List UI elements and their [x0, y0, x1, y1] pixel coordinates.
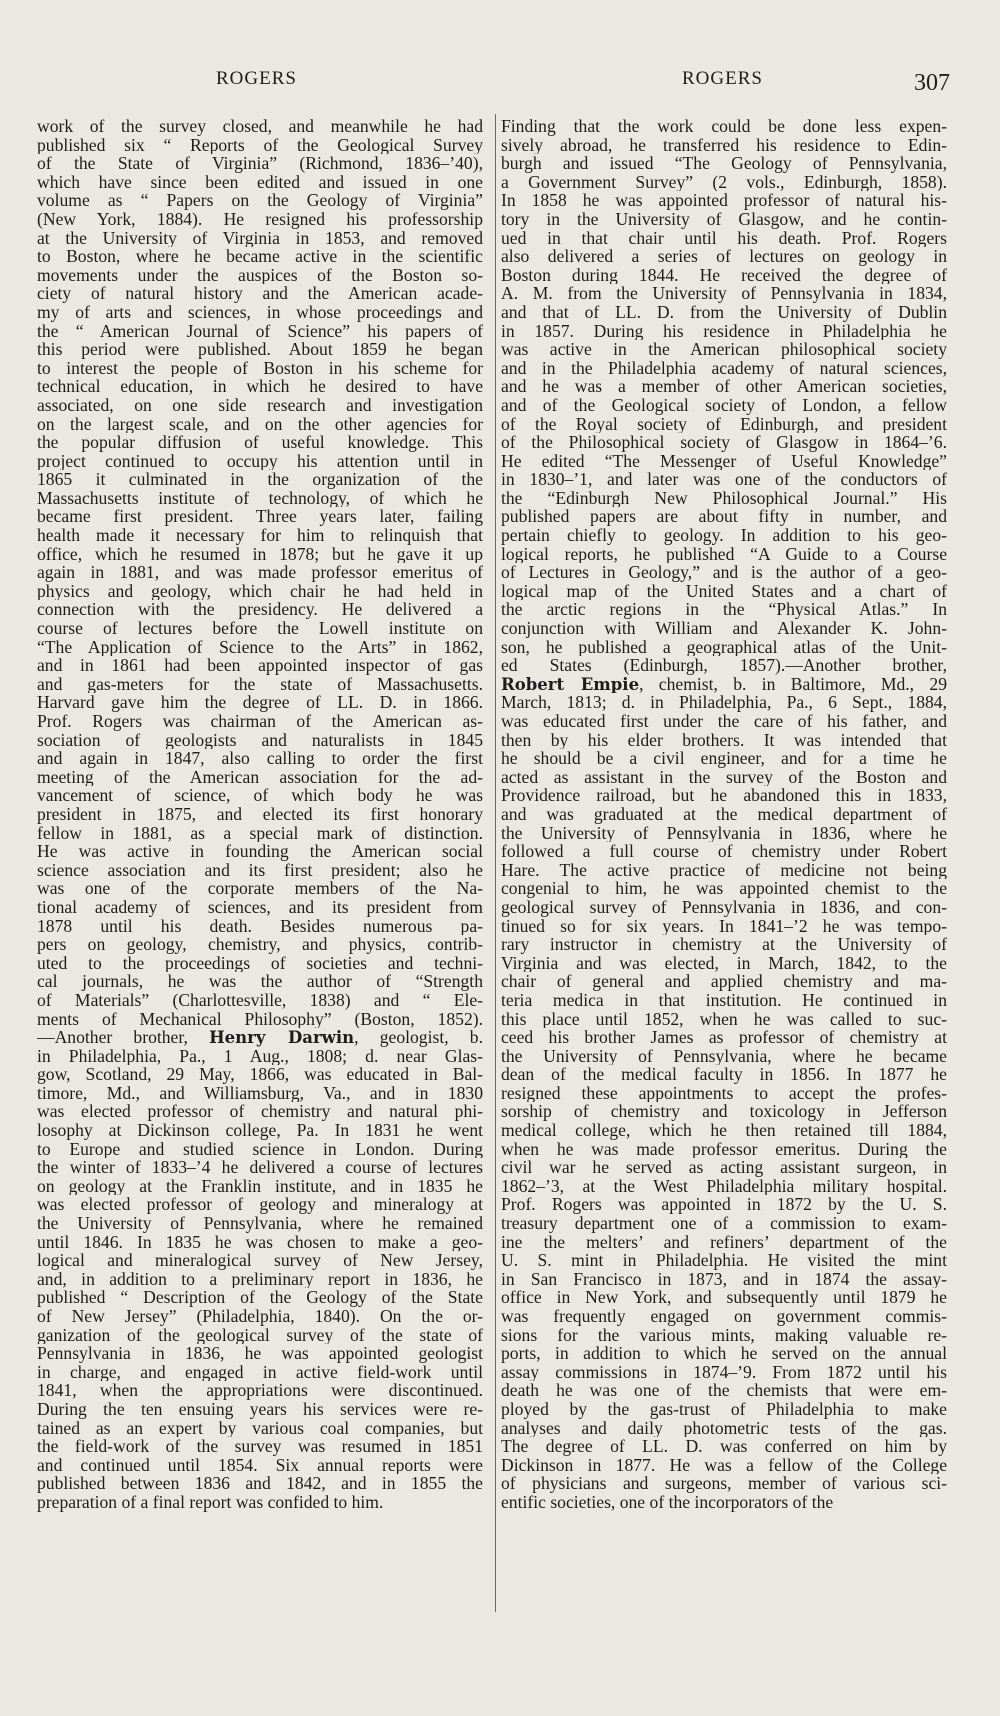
text-line: Prof. Rogers was chairman of the American as- [37, 712, 483, 731]
text-line: chair of general and applied chemistry and ma- [501, 972, 947, 991]
text-line: ciety of natural history and the American acade- [37, 284, 483, 303]
text-line: He was active in founding the American social [37, 842, 483, 861]
text-line: volume as “ Papers on the Geology of Virginia” [37, 191, 483, 210]
text-line: and again in 1847, also calling to order the first [37, 749, 483, 768]
text-line: in 1830–’1, and later was one of the conductors of [501, 470, 947, 489]
text-line: became first president. Three years later, failing [37, 507, 483, 527]
text-line: geological survey of Pennsylvania in 1836, and con- [501, 897, 947, 917]
text-line: associated, on one side research and investigation [37, 395, 483, 415]
text-line: 1878 until his death. Besides numerous pa- [37, 916, 483, 936]
text-line: Robert Empie, chemist, b. in Baltimore, Md., 29 [501, 674, 947, 694]
text-line: Providence railroad, but he abandoned this in 1833, [501, 786, 947, 805]
text-line: this place until 1852, when he was called to suc- [501, 1009, 947, 1029]
text-line: until 1846. In 1835 he was chosen to make a geo- [37, 1232, 483, 1252]
text-line: of the Royal society of Edinburgh, and president [501, 414, 947, 434]
text-line: Harvard gave him the degree of LL. D. in 1866. [37, 693, 483, 712]
text-line: ganization of the geological survey of the state of [37, 1325, 483, 1345]
text-line: ceed his brother James as professor of chemistry at [501, 1028, 947, 1047]
text-line: teria medica in that institution. He continued in [501, 990, 947, 1010]
text-line: resigned these appointments to accept the profes- [501, 1083, 947, 1103]
text-line: of the Philosophical society of Glasgow in 1864–’6. [501, 433, 947, 452]
text-line: physics and geology, which chair he had held in [37, 581, 483, 601]
text-line: in San Francisco in 1873, and in 1874 the assay- [501, 1269, 947, 1289]
text-line: acted as assistant in the survey of the Boston and [501, 767, 947, 787]
text-line: was educated first under the care of his father, and [501, 712, 947, 731]
text-line: In 1858 he was appointed professor of natural his- [501, 191, 947, 210]
text-line: the “ American Journal of Science” his papers of [37, 321, 483, 341]
text-line: and, in addition to a preliminary report in 1836, he [37, 1269, 483, 1289]
text-line: course of lectures before the Lowell institute on [37, 619, 483, 638]
bold-name: Robert Empie [501, 674, 640, 694]
text-line: U. S. mint in Philadelphia. He visited the mint [501, 1251, 947, 1270]
text-line: at the University of Virginia in 1853, and removed [37, 228, 483, 248]
text-line: also delivered a series of lectures on geology in [501, 247, 947, 266]
text-line: losophy at Dickinson college, Pa. In 1831 he went [37, 1121, 483, 1140]
text-line: published between 1836 and 1842, and in 1855 the [37, 1474, 483, 1493]
text-line: which have since been edited and issued in one [37, 172, 483, 192]
text-line: “The Application of Science to the Arts” in 1862, [37, 637, 483, 657]
text-line: tory in the University of Glasgow, and he contin- [501, 209, 947, 229]
text-line: fellow in 1881, as a special mark of distinction. [37, 823, 483, 843]
text-line: the “Edinburgh New Philosophical Journal.” His [501, 488, 947, 508]
text-line: death he was one of the chemists that were em- [501, 1381, 947, 1400]
text-line: of the State of Virginia” (Richmond, 1836–’40), [37, 154, 483, 173]
text-line: The degree of LL. D. was conferred on him by [501, 1437, 947, 1456]
text-line: Finding that the work could be done less expen- [501, 117, 947, 136]
text-line: again in 1881, and was made professor emeritus of [37, 563, 483, 582]
text-line: project continued to occupy his attention until in [37, 451, 483, 471]
text-line: published six “ Reports of the Geological Survey [37, 135, 483, 155]
text-line: assay commissions in 1874–’9. From 1872 until his [501, 1362, 947, 1382]
text-line: to Europe and studied science in London. During [37, 1139, 483, 1159]
text-line: of physicians and surgeons, member of various sci- [501, 1474, 947, 1493]
text-line: to interest the people of Boston in his scheme for [37, 358, 483, 378]
text-line: tional academy of sciences, and its president from [37, 897, 483, 917]
text-line: a Government Survey” (2 vols., Edinburgh, 1858). [501, 172, 947, 192]
text-line: was one of the corporate members of the Na- [37, 879, 483, 898]
text-line: office, which he resumed in 1878; but he gave it up [37, 544, 483, 564]
text-line: 1862–’3, at the West Philadelphia military hospital. [501, 1176, 947, 1196]
text-line: the University of Pennsylvania in 1836, where he [501, 823, 947, 843]
text-line: technical education, in which he desired to have [37, 377, 483, 396]
text-line: of Materials” (Charlottesville, 1838) and “ Ele- [37, 990, 483, 1010]
text-line: 1865 it culminated in the organization of the [37, 470, 483, 489]
text-line: and in the Philadelphia academy of natural sciences, [501, 358, 947, 378]
text-line: 1841, when the appropriations were discontinued. [37, 1381, 483, 1400]
text-line: was elected professor of geology and mineralogy at [37, 1195, 483, 1215]
text-line: A. M. from the University of Pennsylvania in 1834, [501, 284, 947, 303]
text-line: the University of Pennsylvania, where he remained [37, 1214, 483, 1233]
text-line: president in 1875, and elected its first honorary [37, 804, 483, 824]
text-line: analyses and daily photometric tests of the gas. [501, 1418, 947, 1438]
text-line: then by his elder brothers. It was intended that [501, 730, 947, 750]
text-line: sorship of chemistry and toxicology in Jefferson [501, 1102, 947, 1122]
text-line: son, he published a geographical atlas of the Unit- [501, 637, 947, 657]
text-line: published papers are about fifty in number, and [501, 507, 947, 527]
text-line: and that of LL. D. from the University of Dublin [501, 302, 947, 322]
text-line: was frequently engaged on government commis- [501, 1307, 947, 1326]
text-line: March, 1813; d. in Philadelphia, Pa., 6 Sept., 1884, [501, 693, 947, 712]
text-line: pers on geology, chemistry, and physics, contrib- [37, 935, 483, 954]
text-line: published “ Description of the Geology of the State [37, 1288, 483, 1307]
text-line: was elected professor of chemistry and natural phi- [37, 1102, 483, 1122]
text-line: —Another brother, Henry Darwin, geologist, b. [37, 1028, 483, 1047]
text-line: sively abroad, he transferred his residence to Edin- [501, 135, 947, 155]
text-line: the winter of 1833–’4 he delivered a course of lectures [37, 1158, 483, 1177]
text-line: During the ten ensuing years his services were re- [37, 1399, 483, 1419]
text-line: preparation of a final report was confided to him. [37, 1492, 384, 1512]
running-head-left: ROGERS [216, 68, 297, 89]
right-column [501, 117, 947, 1512]
text-line: and of the Geological society of London, a fellow [501, 395, 947, 415]
text-line: and he was a member of other American societies, [501, 377, 947, 396]
text-line: science association and its first president; also he [37, 860, 483, 880]
left-column [37, 117, 483, 1512]
text-line: the field-work of the survey was resumed in 1851 [37, 1437, 483, 1456]
text-line: and gas-meters for the state of Massachusetts. [37, 674, 483, 694]
text-line: He edited “The Messenger of Useful Knowledge” [501, 451, 947, 471]
text-line: rary instructor in chemistry at the University of [501, 935, 947, 954]
text-line: of Lectures in Geology,” and is the author of a geo- [501, 563, 947, 582]
text-line: in Philadelphia, Pa., 1 Aug., 1808; d. near Glas- [37, 1046, 483, 1066]
text-line: Virginia and was elected, in March, 1842, to the [501, 953, 947, 973]
text-line: to Boston, where he became active in the scientific [37, 247, 483, 266]
text-line: office in New York, and subsequently until 1879 he [501, 1288, 947, 1307]
text-line: logical reports, he published “A Guide to a Course [501, 544, 947, 564]
text-line: sions for the various mints, making valuable re- [501, 1325, 947, 1345]
column-divider [495, 114, 496, 1612]
text-line: followed a full course of chemistry under Robert [501, 842, 947, 861]
text-line: Hare. The active practice of medicine not being [501, 860, 947, 880]
text-line: he should be a civil engineer, and for a time he [501, 749, 947, 768]
text-line: when he was made professor emeritus. During the [501, 1139, 947, 1159]
text-line: on geology at the Franklin institute, and in 1835 he [37, 1176, 483, 1196]
text-line: civil war he served as acting assistant surgeon, in [501, 1158, 947, 1177]
text-line: the arctic regions in the “Physical Atlas.” In [501, 600, 947, 620]
text-line: (New York, 1884). He resigned his professorship [37, 209, 483, 229]
text-line: sociation of geologists and naturalists in 1845 [37, 730, 483, 750]
text-line: vancement of science, of which body he was [37, 786, 483, 805]
text-line: Boston during 1844. He received the degree of [501, 265, 947, 285]
text-line: uted to the proceedings of societies and techni- [37, 953, 483, 973]
text-line: ed States (Edinburgh, 1857).—Another brother, [501, 656, 947, 675]
text-line: movements under the auspices of the Boston so- [37, 265, 483, 285]
text-line: logical map of the United States and a chart of [501, 581, 947, 601]
text-line: Prof. Rogers was appointed in 1872 by the U. S. [501, 1195, 947, 1215]
bold-name: Henry Darwin [209, 1028, 355, 1047]
text-line: and continued until 1854. Six annual reports were [37, 1455, 483, 1475]
text-line: connection with the presidency. He delivered a [37, 600, 483, 620]
text-line: pertain chiefly to geology. In addition to his geo- [501, 526, 947, 545]
text-line: Pennsylvania in 1836, he was appointed geologist [37, 1344, 483, 1363]
text-line: ments of Mechanical Philosophy” (Boston, 1852). [37, 1009, 483, 1029]
text-line: and in 1861 had been appointed inspector of gas [37, 656, 483, 675]
text-line: was active in the American philosophical society [501, 340, 947, 359]
text-line: ine the melters’ and refiners’ department of the [501, 1232, 947, 1252]
text-line: the popular diffusion of useful knowledge. This [37, 433, 483, 452]
text-line: ployed by the gas-trust of Philadelphia to make [501, 1399, 947, 1419]
text-line: entific societies, one of the incorporators of the [501, 1492, 834, 1512]
text-line: cal journals, he was the author of “Strength [37, 972, 483, 991]
text-line: logical and mineralogical survey of New Jersey, [37, 1251, 483, 1270]
text-line: congenial to him, he was appointed chemist to the [501, 879, 947, 898]
text-line: meeting of the American association for the ad- [37, 767, 483, 787]
text-line: Dickinson in 1877. He was a fellow of the College [501, 1455, 947, 1475]
text-line: Massachusetts institute of technology, of which he [37, 488, 483, 508]
text-line: the University of Pennsylvania, where he became [501, 1046, 947, 1066]
text-line: in charge, and engaged in active field-work until [37, 1362, 483, 1382]
text-line: dean of the medical faculty in 1856. In 1877 he [501, 1065, 947, 1084]
page-number: 307 [914, 70, 950, 96]
text-line: treasury department one of a commission to exam- [501, 1214, 947, 1233]
text-line: this period were published. About 1859 he began [37, 340, 483, 359]
text-line: burgh and issued “The Geology of Pennsylvania, [501, 154, 947, 173]
text-line: tained as an expert by various coal companies, but [37, 1418, 483, 1438]
running-head-right: ROGERS [682, 68, 763, 89]
text-line: of New Jersey” (Philadelphia, 1840). On the or- [37, 1307, 483, 1326]
text-line: ports, in addition to which he served on the annual [501, 1344, 947, 1363]
text-line: medical college, which he then retained till 1884, [501, 1121, 947, 1140]
text-line: and was graduated at the medical department of [501, 804, 947, 824]
text-line: timore, Md., and Williamsburg, Va., and in 1830 [37, 1083, 483, 1103]
text-line: ued in that chair until his death. Prof. Rogers [501, 228, 947, 248]
text-line: tinued so for six years. In 1841–’2 he was tempo- [501, 916, 947, 936]
text-line: my of arts and sciences, in whose proceedings and [37, 302, 483, 322]
text-line: health made it necessary for him to relinquish that [37, 526, 483, 545]
text-line: conjunction with William and Alexander K. John- [501, 619, 947, 638]
text-line: on the largest scale, and on the other agencies for [37, 414, 483, 434]
text-line: work of the survey closed, and meanwhile he had [37, 117, 483, 136]
text-line: gow, Scotland, 29 May, 1866, was educated in Bal- [37, 1065, 483, 1084]
text-line: in 1857. During his residence in Philadelphia he [501, 321, 947, 341]
